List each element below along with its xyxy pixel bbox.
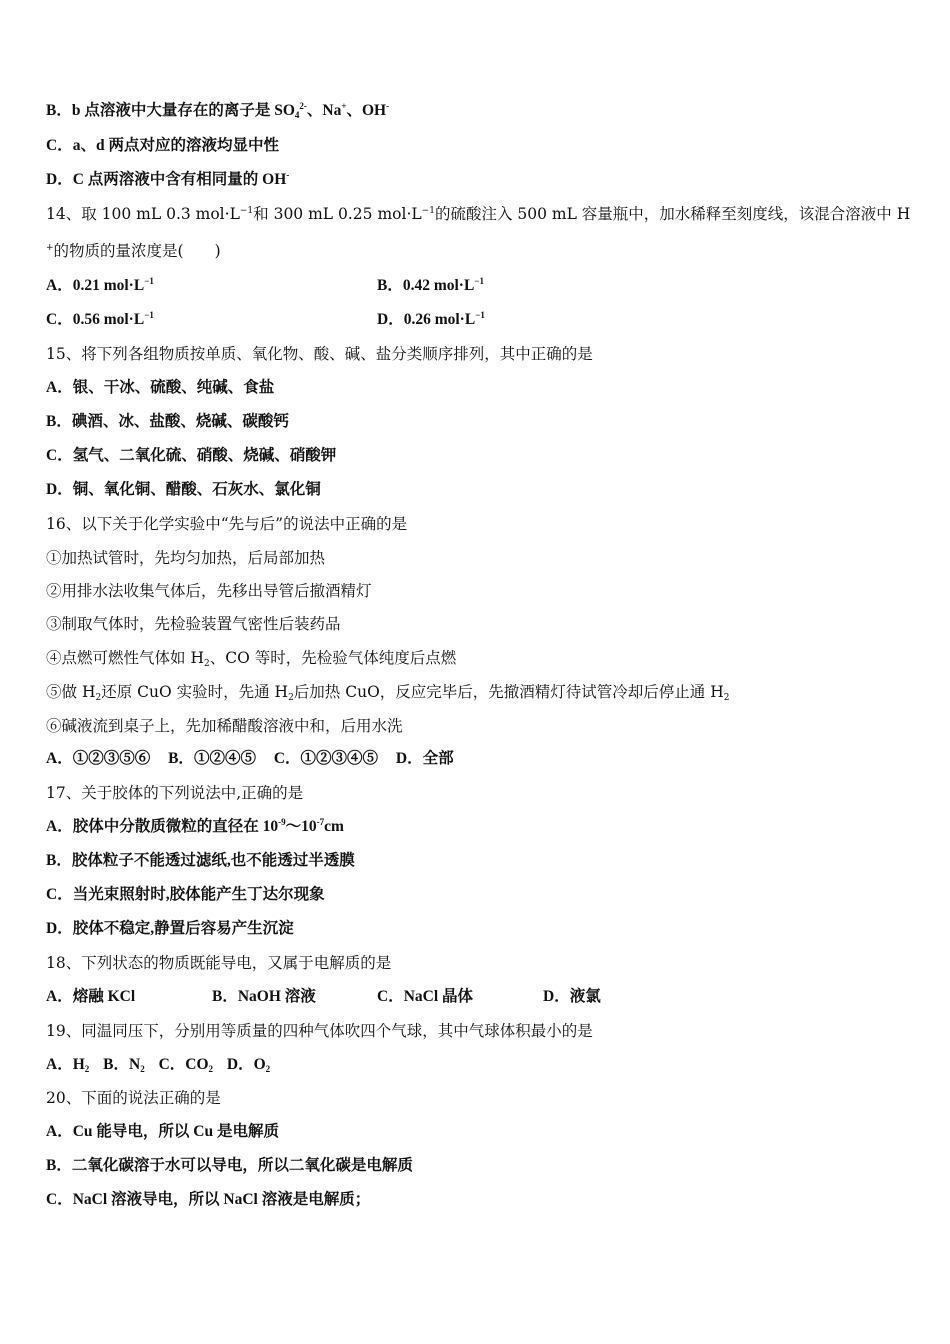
q18-option-c: C．NaCl 晶体 — [377, 988, 474, 1005]
q16-item-2: ②用排水法收集气体后，先移出导管后撤酒精灯 — [46, 582, 372, 600]
q16-option-c: C．①②③④⑤ — [273, 750, 379, 767]
q16-item-1: ①加热试管时，先均匀加热，后局部加热 — [46, 549, 326, 567]
q16-item-3: ③制取气体时，先检验装置气密性后装药品 — [46, 615, 341, 633]
q17-option-d: D．胶体不稳定,静置后容易产生沉淀 — [46, 920, 294, 937]
q14-option-c: C．0.56 $mol\cdot L^{-1}$ — [46, 310, 154, 328]
q18-option-d: D．液氯 — [543, 988, 601, 1005]
q18-option-b: B．NaOH 溶液 — [212, 988, 316, 1005]
q16-item-6: ⑥碱液流到桌子上，先加稀醋酸溶液中和，后用水洗 — [46, 717, 403, 735]
q15-option-b: B．碘酒、冰、盐酸、烧碱、碳酸钙 — [46, 413, 289, 430]
q17-option-b: B．胶体粒子不能透过滤纸,也不能透过半透膜 — [46, 852, 355, 869]
q19-stem: 19、同温同压下，分别用等质量的四种气体吹四个气球，其中气球体积最小的是 — [46, 1022, 593, 1040]
q19-option-b: B．$N_2$ — [103, 1056, 145, 1074]
q14-option-d: D．0.26 $mol\cdot L^{-1}$ — [377, 310, 485, 328]
q14-stem-line1: 14、取 100 mL 0.3 $mol\cdot L^{-1}$和 300 mL 0.25 $mol\cdot L^{-1}$的硫酸注入 500 mL 容量瓶中，加水稀释至刻度线，该混合溶液中 H — [46, 205, 911, 223]
q19-option-a: A．$H_2$ — [46, 1056, 90, 1074]
q15-option-c: C．氢气、二氧化硫、硝酸、烧碱、硝酸钾 — [46, 447, 337, 464]
q14-option-b: B．0.42 $mol\cdot L^{-1}$ — [377, 276, 484, 294]
q19-options — [46, 1055, 270, 1075]
q17-option-c: C．当光束照射时,胶体能产生丁达尔现象 — [46, 886, 325, 903]
q13-option-b: B．b 点溶液中大量存在的离子是 $SO_4^{2-}$、Na+、OH- — [46, 101, 390, 120]
q20-option-a: A．Cu 能导电，所以 Cu 是电解质 — [46, 1123, 279, 1140]
q18-stem: 18、下列状态的物质既能导电，又属于电解质的是 — [46, 954, 392, 972]
q16-option-b: B．①②④⑤ — [168, 750, 256, 767]
q20-stem: 20、下面的说法正确的是 — [46, 1089, 221, 1107]
q16-item-5: ⑤做 $H_2$还原 CuO 实验时，先通 $H_2$后加热 CuO，反应完毕后，先撤酒精灯待试管冷却后停止通 $H_2$ — [46, 683, 730, 703]
q20-option-c: C．NaCl 溶液导电，所以 NaCl 溶液是电解质； — [46, 1191, 371, 1208]
q15-option-a: A．银、干冰、硫酸、纯碱、食盐 — [46, 379, 275, 396]
q14-stem-line2: +的物质的量浓度是( ) — [46, 242, 221, 260]
q14-option-a: A．0.21 $mol\cdot L^{-1}$ — [46, 276, 154, 294]
q16-option-d: D．全部 — [395, 750, 454, 767]
q16-option-a: A．①②③⑤⑥ — [46, 750, 151, 767]
q16-options — [46, 749, 454, 769]
q15-option-d: D．铜、氧化铜、醋酸、石灰水、氯化铜 — [46, 481, 321, 498]
q15-stem: 15、将下列各组物质按单质、氧化物、酸、碱、盐分类顺序排列，其中正确的是 — [46, 345, 593, 363]
q13-option-c: C．a、d 两点对应的溶液均显中性 — [46, 137, 279, 154]
q17-option-a: A．胶体中分散质微粒的直径在 $10^{-9}\sim 10^{-7}cm$ — [46, 817, 344, 835]
q16-stem: 16、以下关于化学实验中“先与后”的说法中正确的是 — [46, 515, 408, 533]
q17-stem: 17、关于胶体的下列说法中,正确的是 — [46, 784, 304, 802]
q13-option-d: D．C 点两溶液中含有相同量的 OH- — [46, 170, 290, 188]
q18-option-a: A．熔融 KCl — [46, 988, 136, 1005]
q16-item-4: ④点燃可燃性气体如 $H_2$、CO 等时，先检验气体纯度后点燃 — [46, 649, 457, 669]
q20-option-b: B．二氧化碳溶于水可以导电，所以二氧化碳是电解质 — [46, 1157, 413, 1174]
q19-option-c: C．$CO_2$ — [158, 1056, 214, 1074]
q19-option-d: D．$O_2$ — [226, 1056, 271, 1074]
